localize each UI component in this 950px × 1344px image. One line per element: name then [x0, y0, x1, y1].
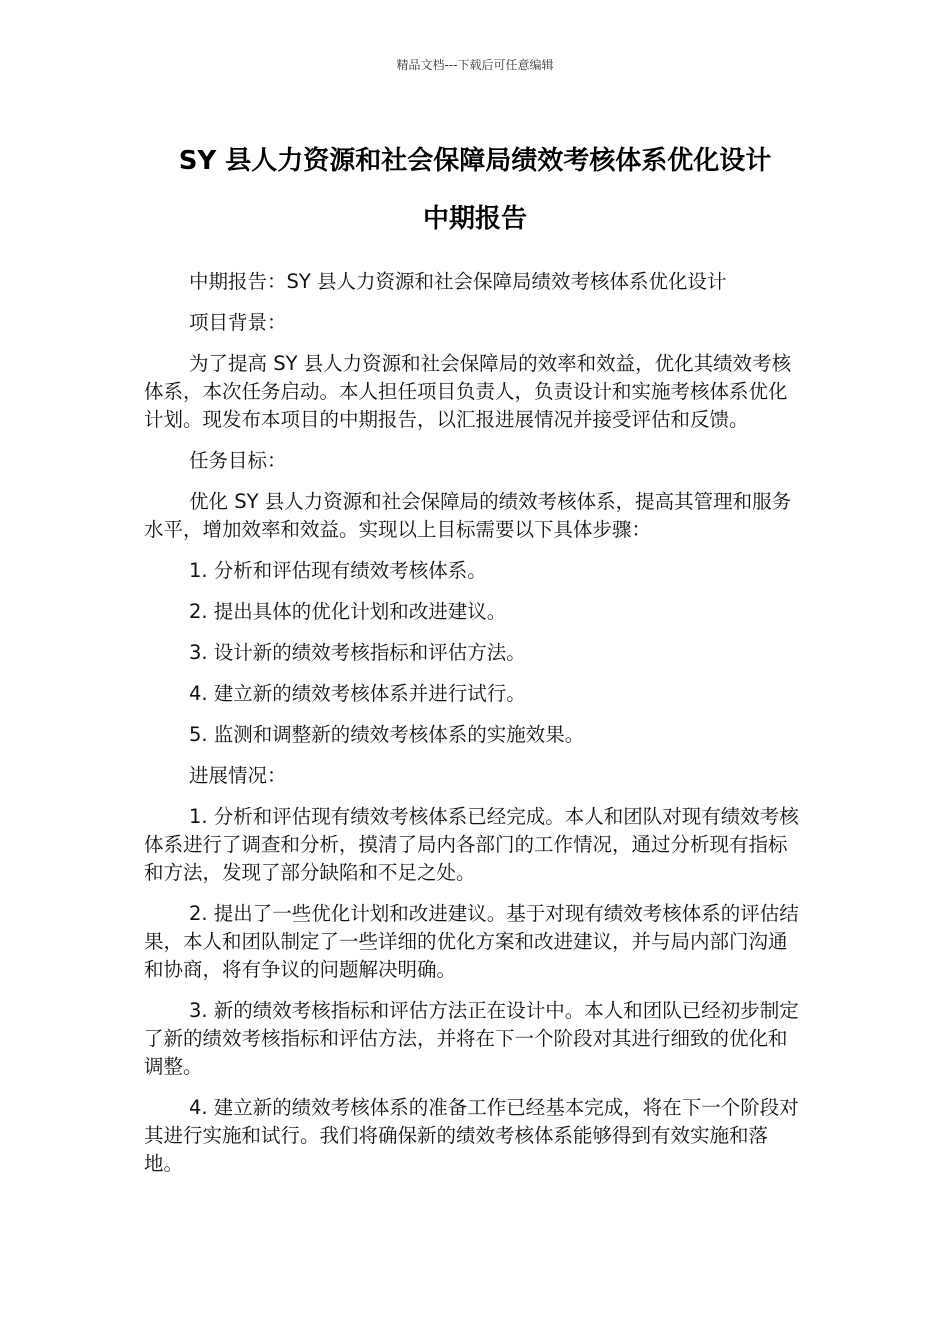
document-body — [144, 268, 806, 1191]
list-item-step-4: 4. 建立新的绩效考核体系并进行试行。 — [189, 682, 526, 705]
section-heading-progress: 进展情况： — [189, 764, 287, 787]
document-title — [120, 132, 830, 248]
paragraph-goals: 优化 SY 县人力资源和社会保障局的绩效考核体系，提高其管理和服务水平，增加效率和效益。实现以上目标需要以下具体步骤： — [144, 490, 792, 541]
paragraph-progress-3: 3. 新的绩效考核指标和评估方法正在设计中。本人和团队已经初步制定了新的绩效考核指标和评估方法，并将在下一个阶段对其进行细致的优化和调整。 — [144, 999, 799, 1078]
paragraph-progress-1: 1. 分析和评估现有绩效考核体系已经完成。本人和团队对现有绩效考核体系进行了调查和分析，摸清了局内各部门的工作情况，通过分析现有指标和方法，发现了部分缺陷和不足之处。 — [144, 805, 799, 884]
title-line-2: 中期报告 — [422, 204, 527, 234]
list-item-step-5: 5. 监测和调整新的绩效考核体系的实施效果。 — [189, 723, 585, 746]
list-item-step-2: 2. 提出具体的优化计划和改进建议。 — [189, 600, 507, 623]
paragraph-background: 为了提高 SY 县人力资源和社会保障局的效率和效益，优化其绩效考核体系，本次任务启动。本人担任项目负责人，负责设计和实施考核体系优化计划。现发布本项目的中期报告，以汇报进展情况并接受评估和反馈。 — [144, 352, 792, 431]
title-line-1: SY 县人力资源和社会保障局绩效考核体系优化设计 — [178, 146, 772, 176]
paragraph-report-heading: 中期报告：SY 县人力资源和社会保障局绩效考核体系优化设计 — [189, 270, 727, 293]
paragraph-progress-4: 4. 建立新的绩效考核体系的准备工作已经基本完成，将在下一个阶段对其进行实施和试行。我们将确保新的绩效考核体系能够得到有效实施和落地。 — [144, 1096, 799, 1175]
list-item-step-3: 3. 设计新的绩效考核指标和评估方法。 — [189, 641, 526, 664]
list-item-step-1: 1. 分析和评估现有绩效考核体系。 — [189, 559, 487, 582]
paragraph-progress-2: 2. 提出了一些优化计划和改进建议。基于对现有绩效考核体系的评估结果，本人和团队制定了一些详细的优化方案和改进建议，并与局内部门沟通和协商，将有争议的问题解决明确。 — [144, 902, 799, 981]
header-note: 精品文档---下载后可任意编辑 — [396, 58, 554, 72]
section-heading-goals: 任务目标： — [189, 449, 287, 472]
section-heading-background: 项目背景： — [189, 311, 287, 334]
